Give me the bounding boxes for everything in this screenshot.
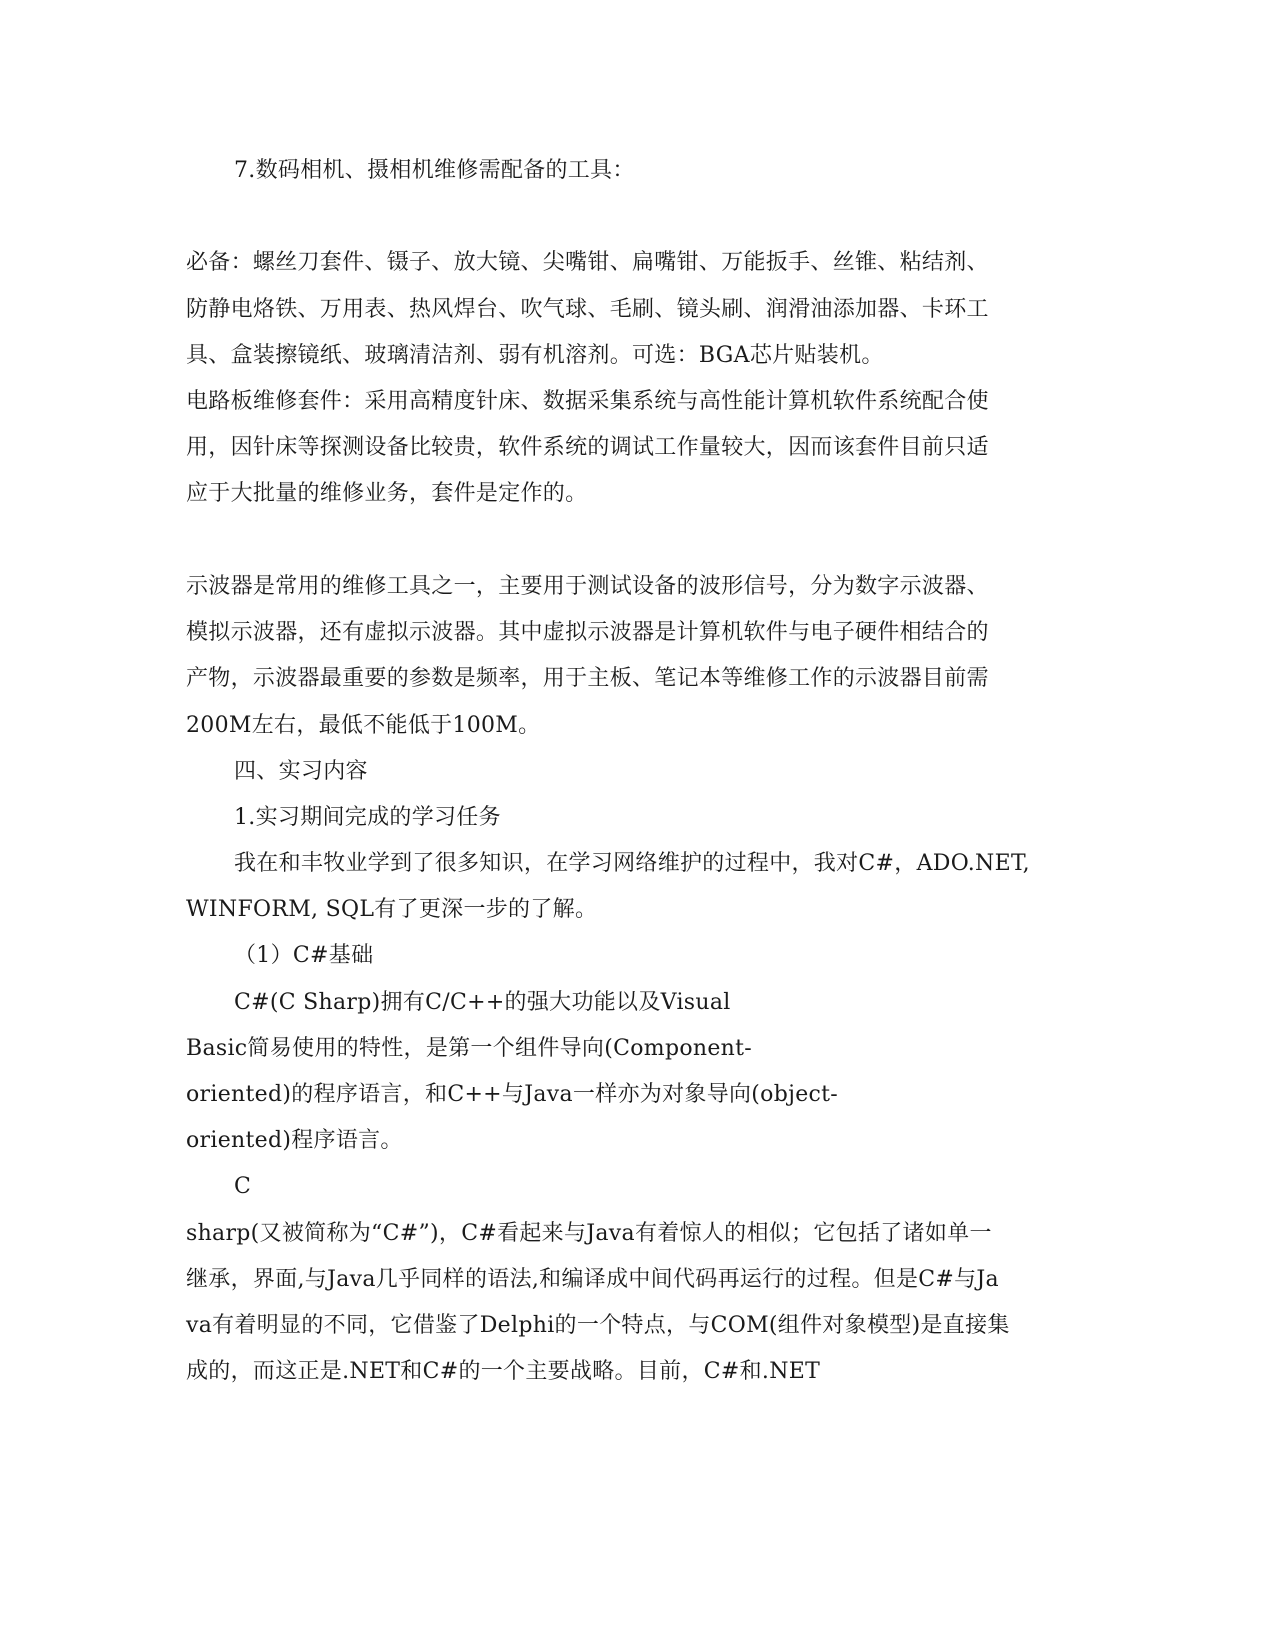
subheading-csharp-basics: （1）C#基础 [234,943,374,968]
csharp-line-2: Basic简易使用的特性，是第一个组件导向(Component- [186,1036,753,1061]
csharp-line-3: oriented)的程序语言，和C++与Java一样亦为对象导向(object- [186,1082,839,1107]
oscilloscope-line-4: 200M左右，最低不能低于100M。 [186,713,541,738]
intro-line-1: 我在和丰牧业学到了很多知识，在学习网络维护的过程中，我对C#，ADO.NET, [234,851,1030,876]
oscilloscope-line-3: 产物，示波器最重要的参数是频率，用于主板、笔记本等维修工作的示波器目前需 [186,666,989,691]
section-heading-4: 四、实习内容 [234,759,368,784]
oscilloscope-line-2: 模拟示波器，还有虚拟示波器。其中虚拟示波器是计算机软件与电子硬件相结合的 [186,620,989,645]
tools-line-1: 必备：螺丝刀套件、镊子、放大镜、尖嘴钳、扁嘴钳、万能扳手、丝锥、粘结剂、 [186,250,989,275]
circuit-line-1: 电路板维修套件：采用高精度针床、数据采集系统与高性能计算机软件系统配合使 [186,389,989,414]
c-letter-line: C [234,1174,252,1199]
tools-line-3: 具、盒装擦镜纸、玻璃清洁剂、弱有机溶剂。可选：BGA芯片贴装机。 [186,343,884,368]
oscilloscope-line-1: 示波器是常用的维修工具之一，主要用于测试设备的波形信号，分为数字示波器、 [186,574,989,599]
section-heading-7: 7.数码相机、摄相机维修需配备的工具： [234,158,635,183]
sharp-line-3: va有着明显的不同，它借鉴了Delphi的一个特点，与COM(组件对象模型)是直接集 [186,1313,1010,1338]
tools-line-2: 防静电烙铁、万用表、热风焊台、吹气球、毛刷、镜头刷、润滑油添加器、卡环工 [186,297,989,322]
circuit-line-3: 应于大批量的维修业务，套件是定作的。 [186,481,588,506]
sharp-line-2: 继承，界面,与Java几乎同样的语法,和编译成中间代码再运行的过程。但是C#与Ja [186,1267,999,1292]
intro-line-2: WINFORM, SQL有了更深一步的了解。 [186,897,598,922]
csharp-line-1: C#(C Sharp)拥有C/C++的强大功能以及Visual [234,990,731,1015]
sharp-line-4: 成的，而这正是.NET和C#的一个主要战略。目前，C#和.NET [186,1359,821,1384]
circuit-line-2: 用，因针床等探测设备比较贵，软件系统的调试工作量较大，因而该套件目前只适 [186,435,989,460]
subheading-1: 1.实习期间完成的学习任务 [234,805,501,830]
csharp-line-4: oriented)程序语言。 [186,1128,403,1153]
sharp-line-1: sharp(又被简称为“C#”)，C#看起来与Java有着惊人的相似；它包括了诸如单一 [186,1221,992,1246]
